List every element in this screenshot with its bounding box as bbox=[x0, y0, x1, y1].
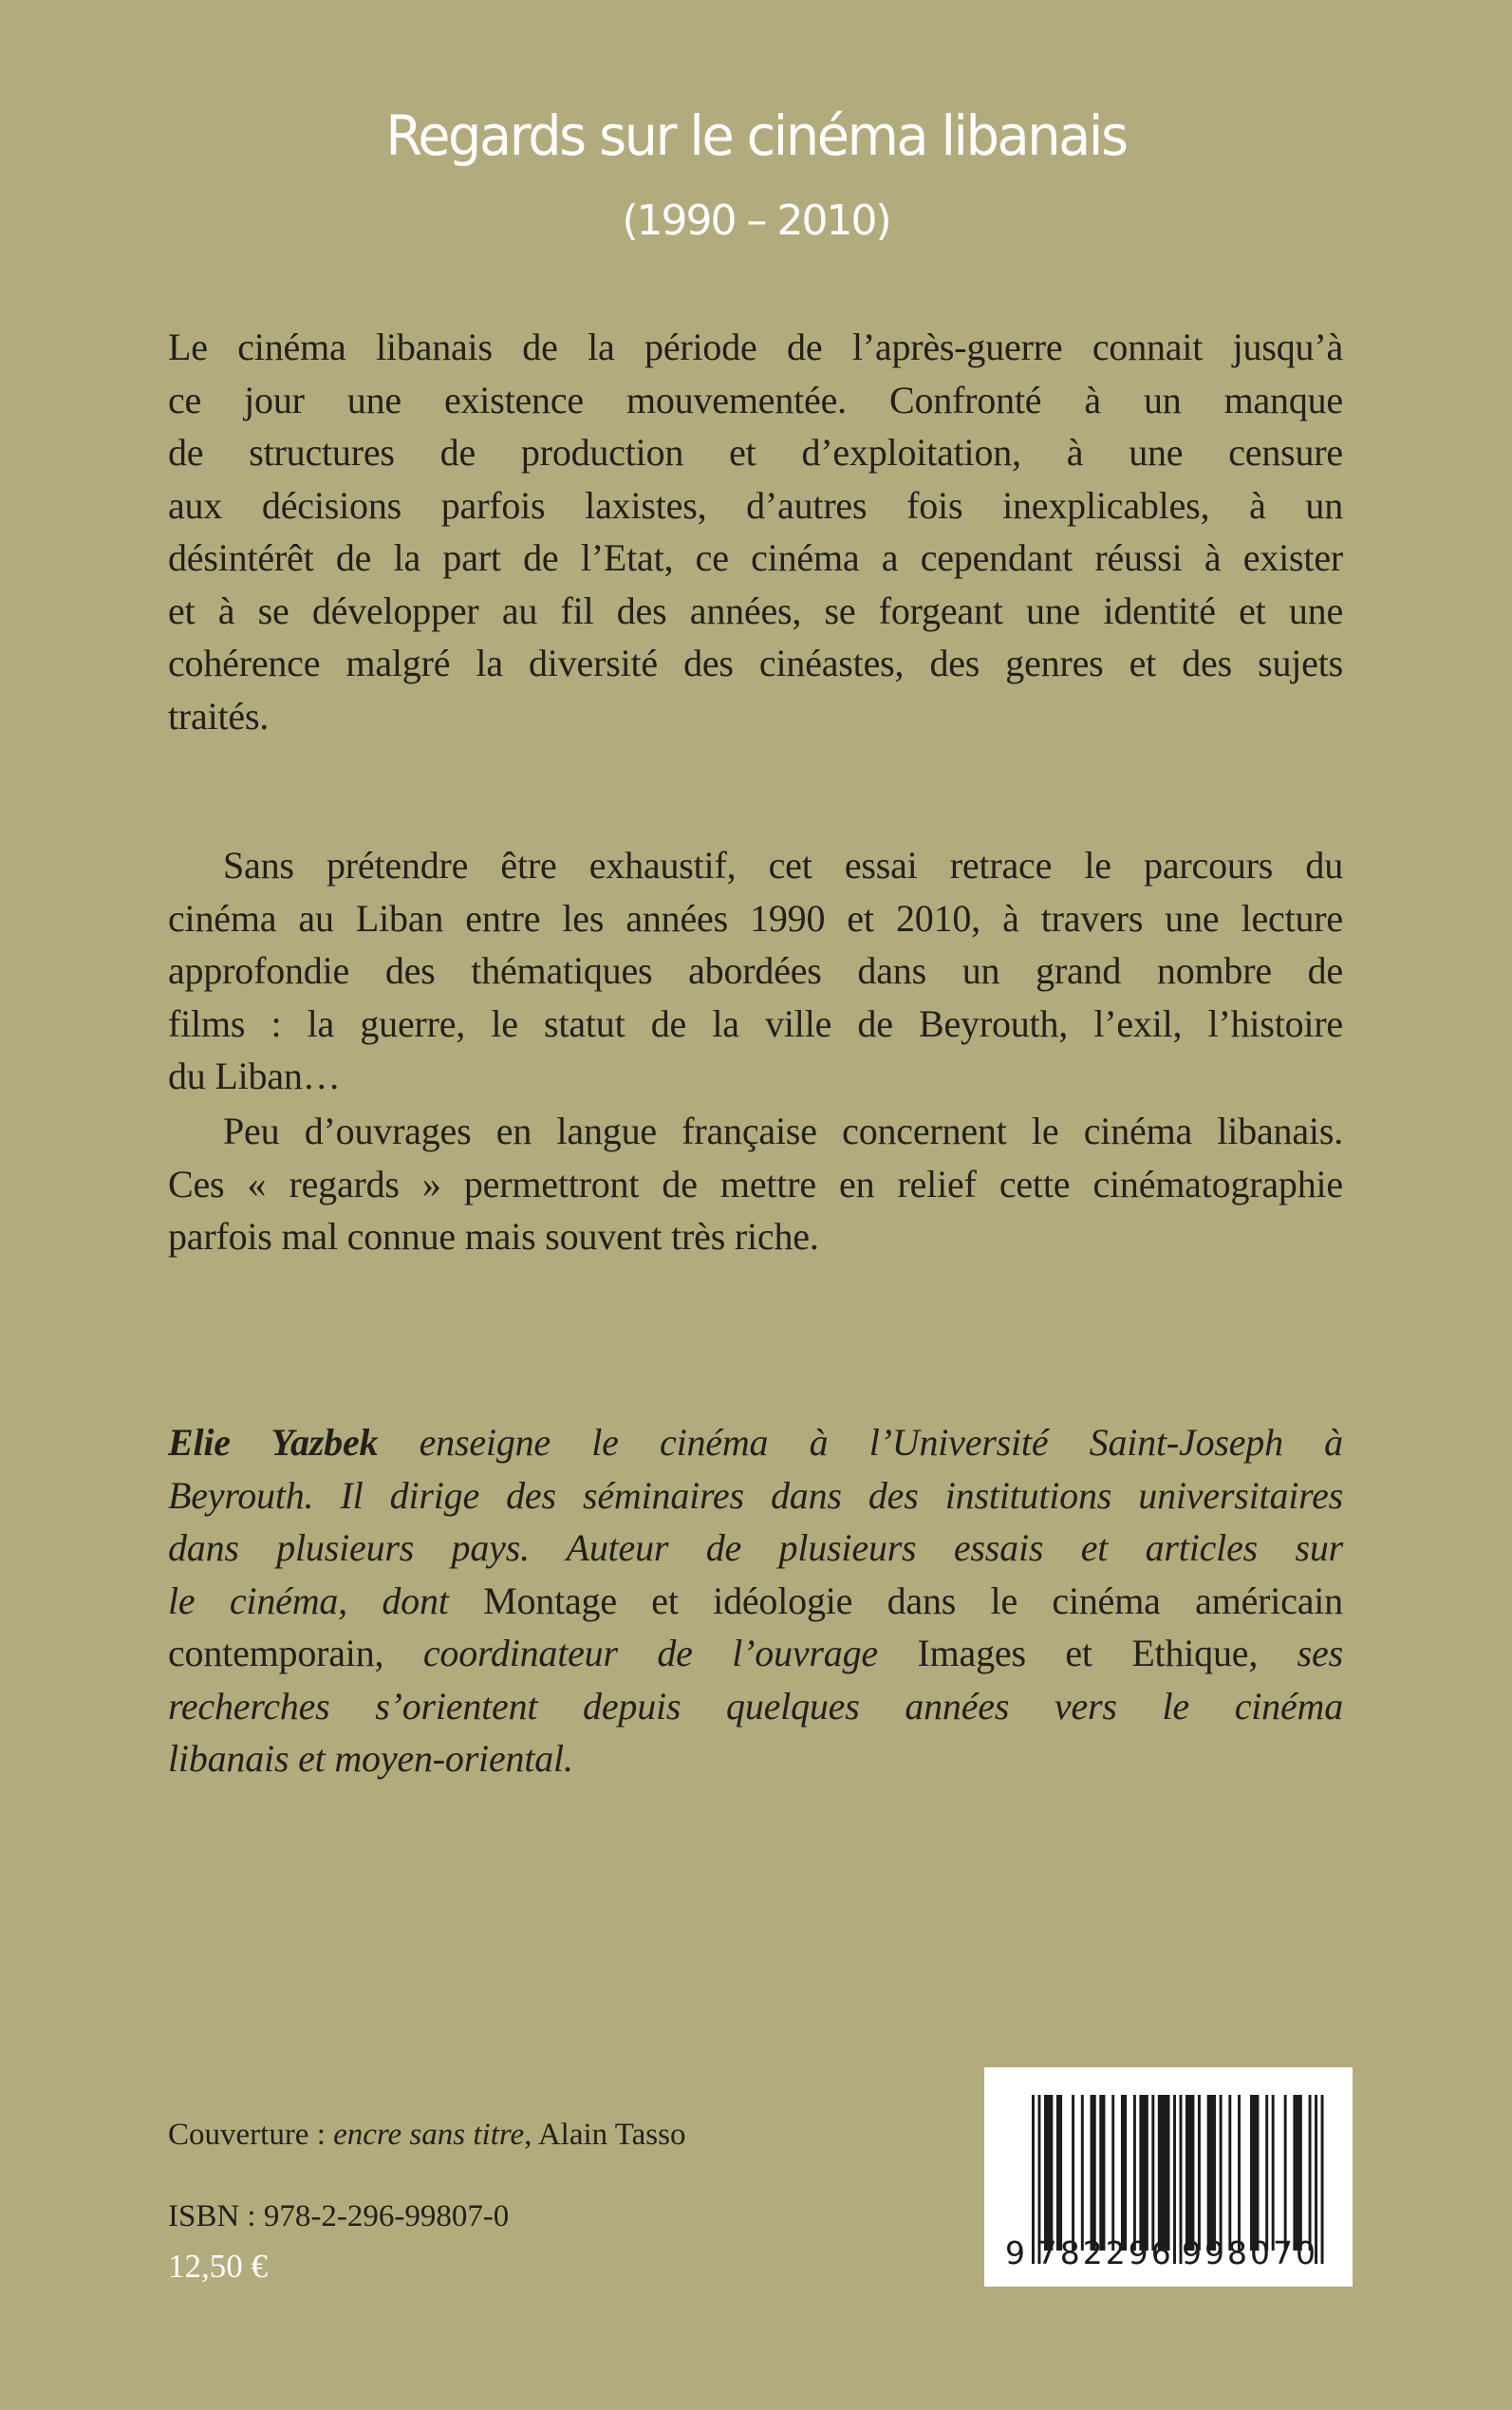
text-line bbox=[168, 1627, 1343, 1680]
bio-text: enseigne le cinéma à l’Université Saint-Joseph à bbox=[419, 1421, 1343, 1464]
barcode-bar bbox=[1081, 2095, 1084, 2251]
text-line: ce jour une existence mouvementée. Confronté à un manque bbox=[168, 378, 1343, 421]
text-line: cohérence malgré la diversité des cinéastes, des genres et des sujets bbox=[168, 642, 1343, 684]
text-line bbox=[168, 1416, 1343, 1469]
text-line: Peu d’ouvrages en langue française concernent le cinéma libanais. bbox=[223, 1110, 1343, 1152]
bio-text: ses bbox=[1297, 1632, 1343, 1674]
barcode-bar bbox=[1091, 2095, 1096, 2251]
blurb-paragraph-1 bbox=[168, 321, 1343, 742]
barcode-bar bbox=[1151, 2095, 1154, 2251]
barcode-bar bbox=[1265, 2095, 1268, 2251]
text-line: parfois mal connue mais souvent très riche. bbox=[168, 1215, 819, 1258]
text-line: du Liban… bbox=[168, 1055, 341, 1097]
text-line: cinéma au Liban entre les années 1990 et 2010, à travers une lecture bbox=[168, 896, 1343, 940]
barcode-bar bbox=[1321, 2095, 1324, 2264]
cover-artwork-title: encre sans titre bbox=[333, 2118, 525, 2152]
text-line: Le cinéma libanais de la période de l’après-guerre connait jusqu’à bbox=[168, 326, 1343, 368]
bio-text: contemporain, bbox=[168, 1632, 384, 1674]
barcode-graphic bbox=[984, 2067, 1353, 2287]
barcode-bar bbox=[1309, 2095, 1312, 2251]
book-subtitle-years: (1990 – 2010) bbox=[622, 196, 890, 245]
text-line: aux décisions parfois laxistes, d’autres fois inexplicables, à un bbox=[168, 483, 1343, 527]
barcode-bar bbox=[1198, 2095, 1201, 2251]
barcode-bar bbox=[1032, 2095, 1035, 2264]
blurb-paragraph-2 bbox=[168, 839, 1343, 1103]
text-line bbox=[168, 1575, 1343, 1628]
text-line: Ces « regards » permettront de mettre en relief cette cinématographie bbox=[168, 1162, 1343, 1205]
barcode-bar bbox=[1121, 2095, 1127, 2251]
barcode-bar bbox=[1272, 2095, 1275, 2251]
barcode-bar bbox=[1207, 2095, 1216, 2251]
text-line: désintérêt de la part de l’Etat, ce cinéma a cependant réussi à exister bbox=[168, 536, 1343, 579]
book-reference-montage: Montage et idéologie dans le cinéma américain bbox=[483, 1579, 1343, 1622]
bio-text: coordinateur de l’ouvrage bbox=[422, 1632, 878, 1674]
barcode-bar bbox=[1284, 2095, 1287, 2251]
author-bio bbox=[168, 1416, 1343, 1785]
barcode-digits: 9 bbox=[1005, 2234, 1028, 2271]
cover-credit bbox=[168, 2116, 685, 2154]
barcode-bar bbox=[1238, 2095, 1241, 2251]
text-line: traités. bbox=[168, 694, 270, 738]
isbn: ISBN : 978-2-296-99807-0 bbox=[168, 2199, 510, 2233]
text-line: approfondie des thématiques abordées dans un grand nombre de bbox=[168, 949, 1343, 992]
text-line: de structures de production et d’exploitation, à une censure bbox=[168, 431, 1343, 474]
text-line: dans plusieurs pays. Auteur de plusieurs essais et articles sur bbox=[168, 1526, 1343, 1569]
cover-artist: , Alain Tasso bbox=[524, 2118, 686, 2152]
bio-text: le cinéma, dont bbox=[168, 1579, 449, 1622]
blurb-paragraph-3 bbox=[168, 1105, 1343, 1263]
barcode-bar bbox=[1158, 2095, 1170, 2251]
barcode-bar bbox=[1139, 2095, 1148, 2251]
barcode bbox=[984, 2067, 1353, 2287]
barcode-bar bbox=[1044, 2095, 1053, 2251]
barcode-bar bbox=[1099, 2095, 1105, 2251]
barcode-bar bbox=[1072, 2095, 1074, 2251]
barcode-digits: 998070 bbox=[1182, 2234, 1319, 2271]
text-line: Beyrouth. Il dirige des séminaires dans des institutions universitaires bbox=[168, 1473, 1343, 1517]
barcode-bar bbox=[1250, 2095, 1259, 2251]
book-reference-images: Images et Ethique, bbox=[917, 1632, 1259, 1674]
text-line: recherches s’orientent depuis quelques années vers le cinéma bbox=[168, 1684, 1343, 1728]
text-line: libanais et moyen-oriental. bbox=[168, 1737, 573, 1780]
author-name: Elie Yazbek bbox=[168, 1421, 379, 1464]
price: 12,50 € bbox=[168, 2248, 268, 2285]
barcode-bar bbox=[1133, 2095, 1136, 2251]
barcode-bar bbox=[1220, 2095, 1223, 2251]
cover-credit-label: Couverture : bbox=[168, 2118, 326, 2152]
barcode-bar bbox=[1185, 2095, 1194, 2251]
text-line: et à se développer au fil des années, se forgeant une identité et une bbox=[168, 588, 1343, 632]
text-line: films : la guerre, le statut de la ville de Beyrouth, l’exil, l’histoire bbox=[168, 1001, 1343, 1045]
barcode-bar bbox=[1293, 2095, 1301, 2251]
text-line: Sans prétendre être exhaustif, cet essai retrace le parcours du bbox=[223, 844, 1343, 887]
barcode-bar bbox=[1228, 2095, 1231, 2251]
barcode-bar bbox=[1111, 2095, 1114, 2251]
book-title: Regards sur le cinéma libanais bbox=[385, 103, 1127, 168]
barcode-bar bbox=[1056, 2095, 1062, 2251]
barcode-digits: 782296 bbox=[1036, 2234, 1174, 2271]
